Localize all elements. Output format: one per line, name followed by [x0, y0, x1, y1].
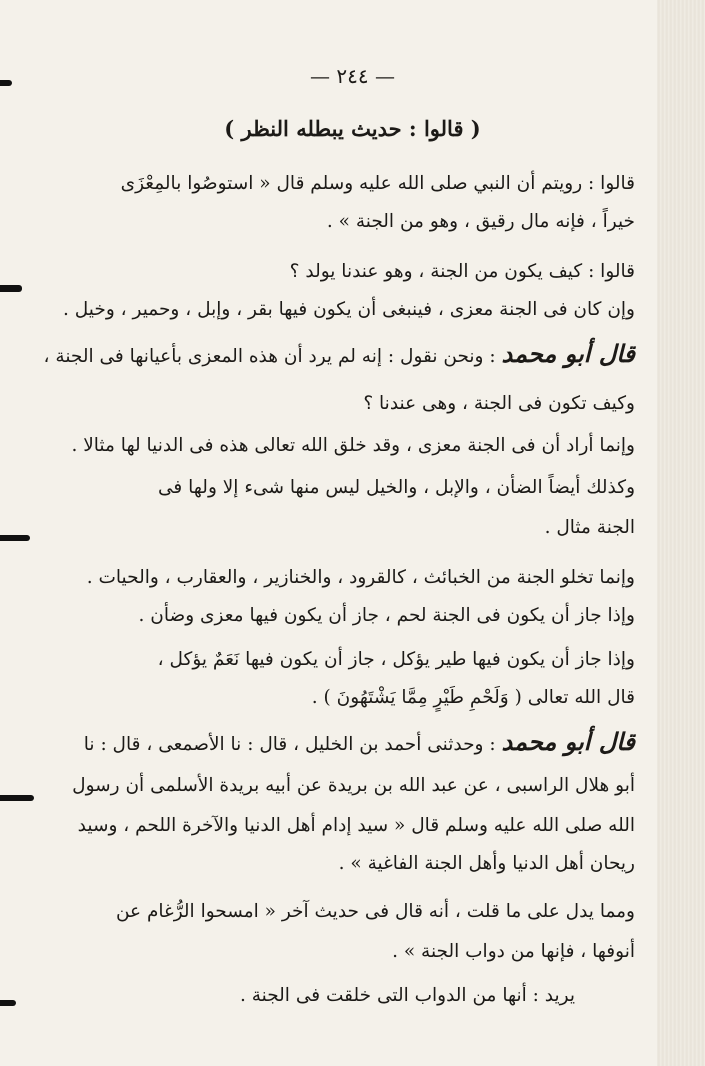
- text-line: يريد : أنها من الدواب التى خلقت فى الجنة .: [239, 985, 575, 1006]
- text-line: وإذا جاز أن يكون فيها طير يؤكل ، جاز أن يكون فيها نَعَمٌ يؤكل ،: [157, 649, 635, 670]
- text-line: قال الله تعالى ( وَلَحْمِ طَيْرٍ مِمَّا يَشْتَهُونَ ) .: [311, 687, 635, 708]
- binding-mark: [0, 285, 22, 292]
- speaker-label: قال أبو محمد: [501, 339, 635, 368]
- text-line: قالوا : كيف يكون من الجنة ، وهو عندنا يولد ؟: [289, 261, 635, 282]
- binding-mark: [0, 795, 34, 801]
- binding-mark: [0, 535, 30, 541]
- text-line: : وحدثنى أحمد بن الخليل ، قال : نا الأصمعى ، قال : نا: [83, 734, 496, 755]
- speaker-label: قال أبو محمد: [501, 727, 635, 756]
- text-line: أنوفها ، فإنها من دواب الجنة » .: [392, 941, 635, 962]
- page-edge-shadow: [657, 0, 705, 1066]
- speaker-line: [84, 728, 635, 759]
- text-line: وإذا جاز أن يكون فى الجنة لحم ، جاز أن يكون فيها معزى وضأن .: [138, 605, 635, 626]
- section-heading: ( قالوا : حديث يبطله النظر ): [224, 116, 481, 141]
- text-line: ريحان أهل الدنيا وأهل الجنة الفاغية » .: [338, 853, 635, 874]
- text-line: خيراً ، فإنه مال رقيق ، وهو من الجنة » .: [326, 211, 635, 232]
- text-line: قالوا : رويتم أن النبي صلى الله عليه وسلم قال « استوصُوا بالمِعْزَى: [120, 173, 635, 194]
- text-line: أبو هلال الراسبى ، عن عبد الله بن بريدة عن أبيه بريدة الأسلمى أن رسول: [72, 775, 635, 796]
- binding-mark: [0, 1000, 16, 1006]
- text-line: وكذلك أيضاً الضأن ، والإبل ، والخيل ليس منها شىء إلا ولها فى: [158, 477, 635, 498]
- text-line: وإنما تخلو الجنة من الخبائث ، كالقرود ، والخنازير ، والعقارب ، والحيات .: [86, 567, 635, 588]
- page-number: — ٢٤٤ —: [310, 64, 395, 88]
- text-line: ومما يدل على ما قلت ، أنه قال فى حديث آخر « امسحوا الرُّغام عن: [115, 901, 635, 922]
- text-line: وكيف تكون فى الجنة ، وهى عندنا ؟: [363, 393, 635, 414]
- text-line: الجنة مثال .: [544, 517, 635, 538]
- text-line: الله صلى الله عليه وسلم قال « سيد إدام أهل الدنيا والآخرة اللحم ، وسيد: [77, 815, 635, 836]
- text-line: : ونحن نقول : إنه لم يرد أن هذه المعزى بأعيانها فى الجنة ،: [43, 346, 496, 367]
- text-line: وإن كان فى الجنة معزى ، فينبغى أن يكون فيها بقر ، وإبل ، وحمير ، وخيل .: [63, 299, 635, 320]
- speaker-line: [44, 340, 635, 371]
- text-line: وإنما أراد أن فى الجنة معزى ، وقد خلق الله تعالى هذه فى الدنيا لها مثالا .: [71, 435, 635, 456]
